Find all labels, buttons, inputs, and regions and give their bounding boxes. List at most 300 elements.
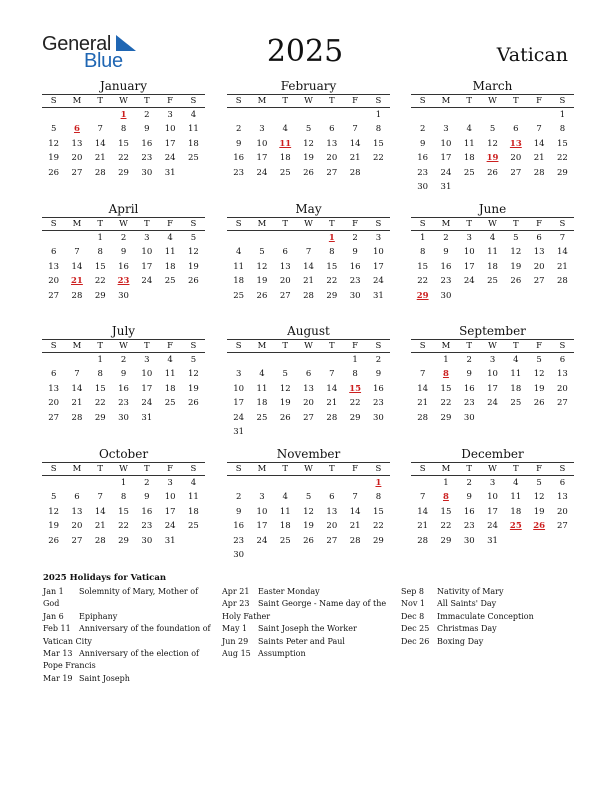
weekday-header: S [227, 218, 250, 231]
day-cell: 30 [417, 181, 429, 192]
weekday-header: F [158, 218, 181, 231]
day-cell: 20 [533, 261, 545, 272]
day-cell: 19 [533, 506, 545, 517]
holiday-name: Solemnity of Mary, Mother of God [43, 587, 199, 609]
day-cell: 17 [487, 506, 498, 517]
day-cell: 23 [141, 521, 153, 532]
day-cell: 6 [50, 247, 57, 258]
month-name: February [280, 79, 337, 93]
month-name: May [295, 202, 322, 216]
day-cell: 17 [164, 138, 176, 149]
month-name: December [461, 447, 524, 461]
day-cell: 27 [510, 167, 522, 178]
day-cell: 3 [466, 233, 472, 243]
day-cell: 26 [188, 276, 199, 287]
empty-day-cell [458, 108, 481, 122]
day-cell: 19 [303, 521, 314, 532]
day-cell: 14 [94, 506, 106, 517]
day-cell: 4 [235, 247, 242, 258]
month-grid [42, 95, 205, 180]
holiday-day-cell: 1 [375, 478, 382, 488]
day-cell: 17 [141, 261, 153, 272]
day-cell: 8 [419, 247, 426, 258]
holiday-item [222, 648, 392, 660]
weekday-header: W [481, 463, 504, 476]
day-cell: 15 [440, 383, 452, 394]
day-cell: 8 [352, 369, 358, 380]
day-cell: 25 [279, 167, 291, 178]
day-cell: 21 [533, 153, 545, 164]
weekday-header: S [227, 463, 250, 476]
holiday-column [401, 586, 571, 648]
day-cell: 16 [440, 261, 452, 272]
day-cell: 3 [167, 110, 173, 120]
day-cell: 20 [279, 276, 291, 287]
holiday-day-cell: 13 [509, 138, 522, 149]
holiday-date: May 1 [222, 624, 248, 634]
empty-day-cell [274, 476, 297, 490]
day-cell: 23 [233, 535, 245, 546]
day-cell: 24 [440, 167, 452, 178]
day-cell: 7 [97, 124, 103, 135]
empty-day-cell [42, 108, 65, 122]
day-cell: 17 [164, 506, 176, 517]
day-cell: 20 [557, 383, 568, 394]
empty-day-cell [343, 476, 366, 490]
day-cell: 2 [466, 355, 472, 365]
weekday-header: W [481, 95, 504, 108]
empty-day-cell [42, 476, 65, 490]
day-cell: 14 [533, 138, 545, 149]
day-cell: 1 [375, 110, 382, 120]
holiday-date: Nov 1 [401, 599, 425, 609]
holiday-name: Saint George - Name day of the Holy Father [222, 599, 387, 621]
day-cell: 6 [50, 369, 57, 380]
month-grid [411, 463, 574, 548]
weekday-header: W [481, 340, 504, 353]
weekday-header: M [65, 218, 88, 231]
day-cell: 24 [256, 167, 268, 178]
month-name: January [99, 79, 148, 93]
day-cell: 15 [557, 138, 568, 149]
day-cell: 28 [94, 535, 106, 546]
day-cell: 22 [373, 521, 384, 532]
day-cell: 4 [282, 124, 288, 135]
empty-day-cell [343, 108, 366, 122]
weekday-header: F [343, 218, 366, 231]
day-cell: 8 [375, 124, 382, 135]
day-cell: 20 [326, 521, 338, 532]
day-cell: 11 [510, 369, 522, 380]
day-cell: 2 [120, 355, 127, 365]
holiday-day-cell: 26 [533, 521, 546, 532]
weekday-header: T [504, 340, 527, 353]
month-name: November [276, 447, 341, 461]
month-june [411, 202, 574, 303]
day-cell: 28 [349, 167, 361, 178]
day-cell: 29 [118, 167, 129, 178]
month-name: April [108, 202, 139, 216]
day-cell: 31 [440, 181, 452, 192]
day-cell: 1 [443, 355, 449, 365]
weekday-header: M [250, 218, 273, 231]
day-cell: 8 [375, 492, 382, 503]
empty-day-cell [227, 353, 250, 367]
day-cell: 27 [533, 276, 545, 287]
day-cell: 10 [440, 138, 452, 149]
day-cell: 5 [489, 124, 496, 135]
day-cell: 13 [279, 261, 291, 272]
day-cell: 9 [144, 492, 150, 503]
weekday-header: S [227, 340, 250, 353]
day-cell: 14 [303, 261, 314, 272]
day-cell: 12 [510, 247, 522, 258]
day-cell: 23 [233, 167, 245, 178]
page-title-year: 2025 [266, 34, 344, 69]
weekday-header: M [434, 95, 457, 108]
generalblue-logo [42, 33, 142, 73]
weekday-header: M [434, 218, 457, 231]
day-cell: 26 [279, 412, 291, 423]
weekday-header: S [42, 95, 65, 108]
holiday-name: Epiphany [79, 611, 118, 621]
day-cell: 16 [118, 261, 129, 272]
day-cell: 5 [305, 492, 312, 503]
day-cell: 9 [120, 369, 127, 380]
day-cell: 10 [164, 492, 176, 503]
holiday-item [401, 586, 571, 598]
weekday-header: T [504, 218, 527, 231]
day-cell: 19 [533, 383, 545, 394]
weekday-header: F [158, 340, 181, 353]
day-cell: 6 [513, 124, 519, 135]
weekday-header: S [551, 95, 574, 108]
logo-text-blue: Blue [84, 50, 123, 72]
weekday-header: F [343, 340, 366, 353]
day-cell: 19 [48, 153, 60, 164]
day-cell: 10 [256, 506, 268, 517]
day-cell: 18 [233, 276, 245, 287]
day-cell: 21 [557, 261, 568, 272]
day-cell: 23 [463, 521, 475, 532]
weekday-header: M [434, 340, 457, 353]
holiday-date: Sep 8 [401, 587, 424, 596]
weekday-header: W [297, 95, 320, 108]
month-grid [227, 340, 390, 439]
weekday-header: M [250, 340, 273, 353]
holiday-item [43, 648, 213, 673]
day-cell: 12 [533, 369, 545, 380]
weekday-header: F [343, 463, 366, 476]
day-cell: 1 [443, 478, 449, 488]
day-cell: 19 [188, 261, 199, 272]
weekday-header: M [65, 340, 88, 353]
day-cell: 30 [373, 412, 384, 423]
day-cell: 18 [463, 153, 475, 164]
day-cell: 6 [282, 247, 288, 258]
day-cell: 29 [557, 167, 568, 178]
day-cell: 20 [303, 398, 314, 409]
empty-day-cell [250, 231, 273, 245]
day-cell: 25 [256, 412, 268, 423]
month-name: June [478, 202, 507, 216]
day-cell: 16 [233, 521, 245, 532]
holiday-day-cell: 21 [71, 276, 83, 287]
day-cell: 23 [417, 167, 429, 178]
day-cell: 8 [97, 369, 103, 380]
day-cell: 26 [48, 167, 60, 178]
day-cell: 3 [375, 233, 382, 243]
day-cell: 5 [190, 233, 197, 243]
day-cell: 22 [417, 276, 429, 287]
day-cell: 26 [256, 290, 268, 301]
month-name: July [111, 324, 136, 338]
day-cell: 15 [373, 506, 384, 517]
day-cell: 11 [164, 247, 176, 258]
day-cell: 22 [118, 153, 129, 164]
day-cell: 6 [536, 233, 542, 243]
weekday-header: T [135, 340, 158, 353]
day-cell: 26 [48, 535, 60, 546]
day-cell: 9 [443, 247, 449, 258]
weekday-header: S [551, 463, 574, 476]
day-cell: 9 [375, 369, 382, 380]
month-september [411, 324, 574, 425]
weekday-header: T [274, 95, 297, 108]
day-cell: 23 [118, 398, 129, 409]
day-cell: 11 [510, 492, 522, 503]
day-cell: 2 [352, 233, 358, 243]
day-cell: 22 [349, 398, 361, 409]
weekday-header: S [42, 463, 65, 476]
day-cell: 22 [557, 153, 568, 164]
day-cell: 25 [164, 276, 176, 287]
month-grid [411, 95, 574, 194]
day-cell: 25 [164, 398, 176, 409]
day-cell: 10 [463, 247, 475, 258]
day-cell: 2 [235, 492, 242, 503]
day-cell: 23 [349, 276, 361, 287]
day-cell: 18 [487, 261, 498, 272]
day-cell: 13 [557, 369, 568, 380]
empty-day-cell [411, 476, 434, 490]
holiday-date: Mar 19 [43, 673, 73, 683]
day-cell: 18 [279, 153, 291, 164]
day-cell: 2 [235, 124, 242, 135]
day-cell: 19 [188, 383, 199, 394]
day-cell: 31 [164, 535, 176, 546]
empty-day-cell [89, 108, 112, 122]
day-cell: 19 [256, 276, 268, 287]
month-february [227, 79, 390, 180]
day-cell: 5 [305, 124, 312, 135]
holiday-date: Aug 15 [222, 649, 251, 659]
day-cell: 20 [48, 276, 60, 287]
weekday-header: T [135, 463, 158, 476]
holiday-date: Mar 13 [43, 649, 73, 659]
holiday-item [401, 636, 571, 648]
weekday-header: W [112, 340, 135, 353]
weekday-header: F [527, 95, 550, 108]
weekday-header: T [458, 95, 481, 108]
day-cell: 3 [489, 478, 496, 488]
empty-day-cell [481, 108, 504, 122]
holiday-day-cell: 8 [442, 492, 449, 503]
month-march [411, 79, 574, 194]
day-cell: 15 [118, 138, 129, 149]
day-cell: 16 [118, 383, 129, 394]
month-grid [227, 463, 390, 562]
day-cell: 6 [329, 492, 335, 503]
day-cell: 28 [557, 276, 568, 287]
day-cell: 11 [279, 506, 291, 517]
day-cell: 22 [94, 276, 106, 287]
empty-day-cell [411, 353, 434, 367]
day-cell: 10 [141, 369, 153, 380]
empty-day-cell [320, 476, 343, 490]
holiday-name: Saint Joseph [79, 673, 130, 683]
weekday-header: T [89, 95, 112, 108]
day-cell: 14 [349, 138, 361, 149]
day-cell: 30 [118, 290, 129, 301]
day-cell: 11 [256, 383, 268, 394]
weekday-header: S [182, 218, 205, 231]
day-cell: 8 [97, 247, 103, 258]
day-cell: 20 [48, 398, 60, 409]
day-cell: 17 [463, 261, 475, 272]
weekday-header: S [182, 95, 205, 108]
day-cell: 15 [326, 261, 338, 272]
day-cell: 3 [144, 355, 150, 365]
day-cell: 4 [466, 124, 472, 135]
day-cell: 14 [94, 138, 106, 149]
day-cell: 19 [303, 153, 314, 164]
weekday-header: T [135, 218, 158, 231]
month-grid [411, 218, 574, 303]
day-cell: 17 [487, 383, 498, 394]
day-cell: 24 [164, 153, 176, 164]
weekday-header: S [42, 218, 65, 231]
day-cell: 29 [118, 535, 129, 546]
month-april [42, 202, 205, 303]
day-cell: 24 [373, 276, 384, 287]
weekday-header: F [158, 95, 181, 108]
holiday-column [43, 586, 213, 685]
day-cell: 26 [487, 167, 498, 178]
day-cell: 13 [48, 383, 60, 394]
day-cell: 12 [487, 138, 498, 149]
day-cell: 14 [417, 506, 429, 517]
day-cell: 22 [118, 521, 129, 532]
day-cell: 4 [513, 355, 519, 365]
day-cell: 14 [349, 506, 361, 517]
day-cell: 17 [256, 521, 268, 532]
weekday-header: S [551, 218, 574, 231]
day-cell: 21 [417, 521, 429, 532]
day-cell: 16 [373, 383, 384, 394]
holiday-date: Dec 26 [401, 636, 430, 646]
day-cell: 8 [329, 247, 335, 258]
month-december [411, 447, 574, 548]
day-cell: 7 [352, 124, 358, 135]
empty-day-cell [274, 353, 297, 367]
day-cell: 5 [259, 247, 265, 258]
weekday-header: S [367, 218, 390, 231]
day-cell: 25 [233, 290, 245, 301]
day-cell: 25 [487, 276, 498, 287]
day-cell: 24 [487, 398, 498, 409]
day-cell: 4 [190, 478, 197, 488]
day-cell: 3 [443, 124, 449, 135]
holiday-name: Christmas Day [437, 624, 497, 634]
day-cell: 7 [305, 247, 312, 258]
day-cell: 12 [188, 369, 199, 380]
day-cell: 15 [373, 138, 384, 149]
day-cell: 10 [164, 124, 176, 135]
month-november [227, 447, 390, 562]
holiday-item [401, 611, 571, 623]
day-cell: 27 [326, 535, 338, 546]
day-cell: 11 [188, 492, 199, 503]
holiday-column [222, 586, 392, 660]
day-cell: 20 [71, 521, 83, 532]
day-cell: 30 [349, 290, 361, 301]
holiday-item [401, 623, 571, 635]
day-cell: 18 [256, 398, 268, 409]
day-cell: 27 [71, 167, 83, 178]
day-cell: 12 [533, 492, 545, 503]
holiday-date: Dec 25 [401, 624, 430, 634]
day-cell: 12 [303, 506, 314, 517]
day-cell: 4 [259, 369, 265, 380]
day-cell: 23 [440, 276, 452, 287]
day-cell: 30 [233, 549, 245, 560]
holiday-date: Apr 21 [222, 587, 250, 596]
day-cell: 27 [557, 521, 568, 532]
weekday-header: T [89, 218, 112, 231]
day-cell: 19 [48, 521, 60, 532]
day-cell: 15 [417, 261, 429, 272]
day-cell: 4 [282, 492, 288, 503]
day-cell: 22 [373, 153, 384, 164]
day-cell: 15 [94, 383, 106, 394]
weekday-header: S [367, 463, 390, 476]
day-cell: 17 [233, 398, 245, 409]
day-cell: 5 [536, 355, 542, 365]
empty-day-cell [227, 476, 250, 490]
day-cell: 29 [440, 412, 452, 423]
day-cell: 22 [326, 276, 338, 287]
day-cell: 27 [303, 412, 314, 423]
empty-day-cell [42, 353, 65, 367]
holiday-date: Jan 1 [43, 587, 64, 596]
empty-day-cell [274, 108, 297, 122]
day-cell: 11 [463, 138, 475, 149]
day-cell: 8 [120, 124, 127, 135]
day-cell: 29 [326, 290, 338, 301]
day-cell: 28 [349, 535, 361, 546]
month-grid [227, 95, 390, 180]
day-cell: 28 [94, 167, 106, 178]
day-cell: 13 [71, 506, 83, 517]
day-cell: 30 [118, 412, 129, 423]
day-cell: 21 [94, 521, 106, 532]
month-july [42, 324, 205, 425]
day-cell: 21 [94, 153, 106, 164]
holiday-item [43, 586, 213, 611]
day-cell: 31 [373, 290, 384, 301]
day-cell: 18 [279, 521, 291, 532]
